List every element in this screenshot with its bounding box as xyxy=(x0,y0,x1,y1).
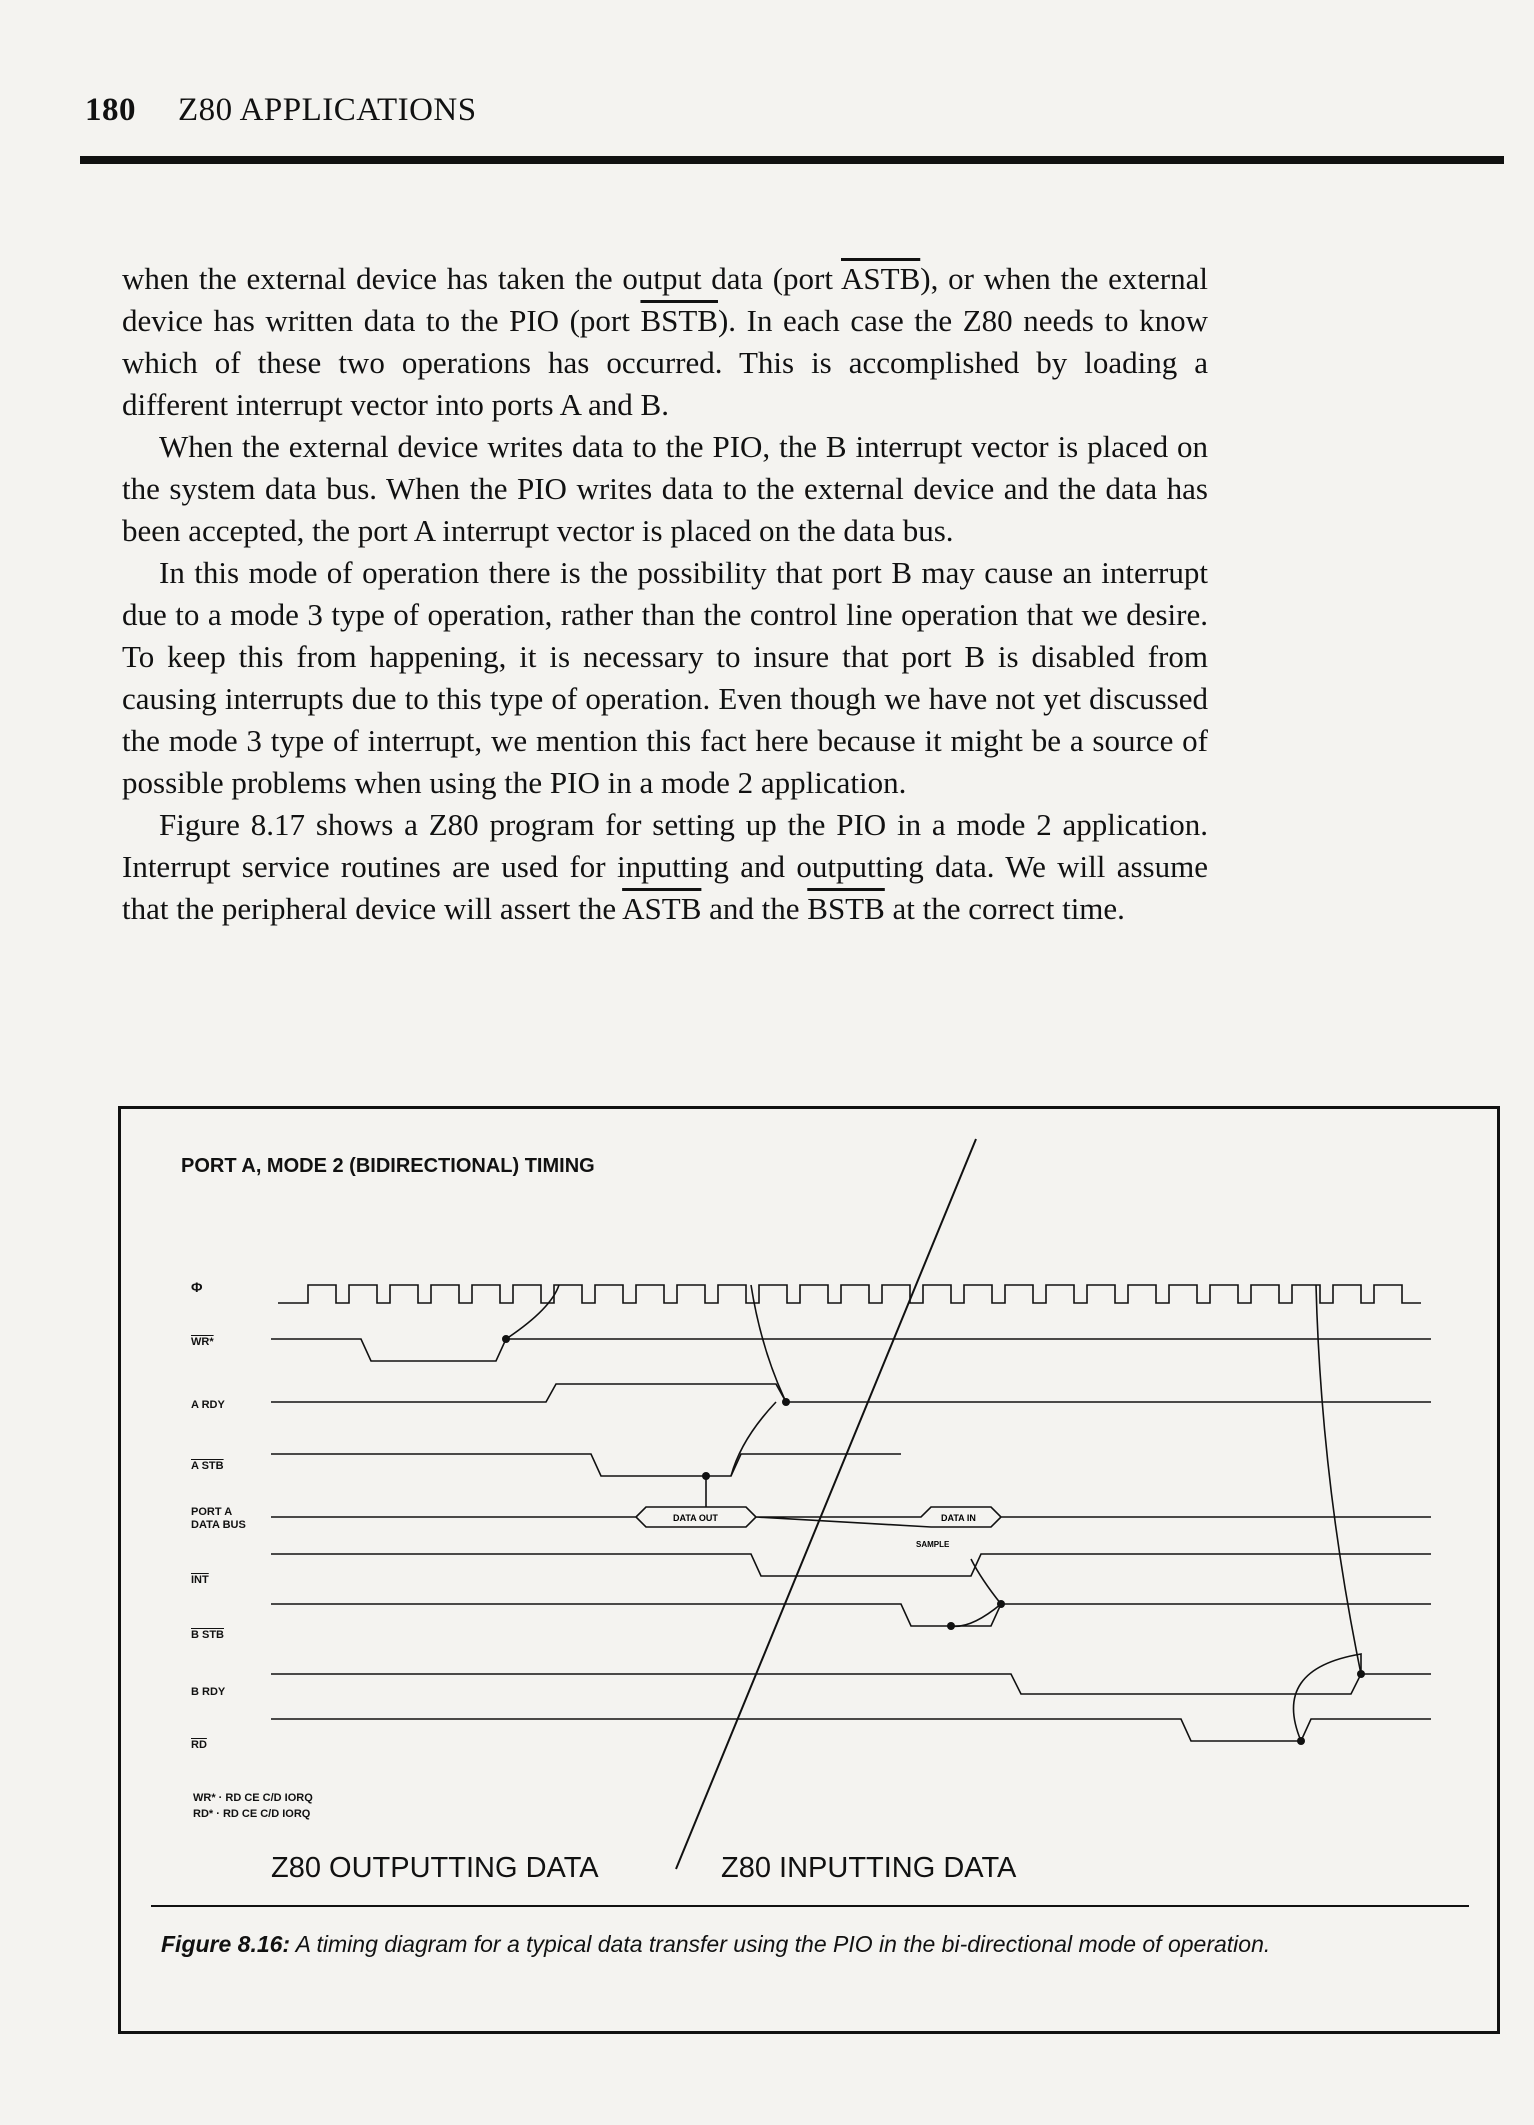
astb-waveform xyxy=(271,1454,901,1476)
ardy-waveform xyxy=(271,1384,1431,1402)
p1-astb: ASTB xyxy=(841,261,921,296)
legend-line-2: RD* · RD CE C/D IORQ xyxy=(193,1808,311,1820)
timing-diagram xyxy=(121,1109,1497,1899)
phi-label: Φ xyxy=(191,1279,203,1295)
caption-label: Figure 8.16: xyxy=(161,1931,291,1957)
brdy-label: B RDY xyxy=(191,1686,226,1698)
page-number: 180 xyxy=(85,92,136,128)
p4-astb: ASTB xyxy=(622,891,702,926)
header-rule xyxy=(80,156,1504,164)
causal-arrow-3 xyxy=(731,1402,776,1476)
p1-text-b: ), or when the external device has written data to the PIO (port xyxy=(122,261,1209,338)
phi-clock-waveform xyxy=(278,1285,1421,1303)
p1-bstb: BSTB xyxy=(640,303,718,338)
figure-caption xyxy=(161,1929,1471,1960)
data-in-label: DATA IN xyxy=(941,1513,976,1523)
p4-text-a: Figure 8.17 shows a Z80 program for setting up the PIO in a mode 2 application. Interrupt service routines are used for inputting and outputting data. We will assume that the peripheral device will assert the xyxy=(122,807,1208,926)
inputting-label: Z80 INPUTTING DATA xyxy=(721,1852,1017,1884)
body-text xyxy=(122,258,1208,930)
figure-title: PORT A, MODE 2 (BIDIRECTIONAL) TIMING xyxy=(181,1155,595,1177)
p1-text-c: ). In each case the Z80 needs to know which of these two operations has occurred. This is accomplished by loading a different interrupt vector into ports A and B. xyxy=(122,303,1208,422)
p4-text-b: and the xyxy=(701,891,808,926)
caption-text: A timing diagram for a typical data transfer using the PIO in the bi-directional mode of operation. xyxy=(290,1931,1271,1957)
page-header xyxy=(85,92,477,129)
causal-arrow-6 xyxy=(951,1604,1001,1626)
p1-text-a: when the external device has taken the output data (port xyxy=(122,261,841,296)
portbus-label-1: PORT A xyxy=(191,1506,233,1518)
outputting-label: Z80 OUTPUTTING DATA xyxy=(271,1852,599,1884)
astb-label: A STB xyxy=(191,1460,224,1472)
rd-waveform xyxy=(271,1719,1431,1741)
brdy-waveform xyxy=(271,1674,1431,1694)
paragraph-3: In this mode of operation there is the possibility that port B may cause an interrupt due to a mode 3 type of operation, rather than the control line operation that we desire. To keep this from happening, it is necessary to insure that port B is disabled from causing interrupts due to this type of operation. Even though we have not yet discussed the mode 3 type of interrupt, we mention this fact here because it might be a source of possible problems when using the PIO in a mode 2 application. xyxy=(122,555,1208,800)
wr-waveform xyxy=(271,1339,1431,1361)
causal-arrow-1 xyxy=(506,1285,559,1339)
p4-text-c: at the correct time. xyxy=(884,891,1125,926)
caption-rule xyxy=(151,1905,1469,1907)
data-out-label: DATA OUT xyxy=(673,1513,718,1523)
paragraph-4 xyxy=(122,804,1208,930)
int-label: $\overline{INT}$ xyxy=(191,1574,209,1586)
ardy-label: A RDY xyxy=(191,1399,225,1411)
divider-line xyxy=(676,1139,976,1869)
wr-label: WR* xyxy=(191,1336,214,1348)
portbus-waveform xyxy=(271,1507,1431,1527)
int-waveform xyxy=(271,1554,1431,1576)
running-title: Z80 APPLICATIONS xyxy=(178,92,477,128)
causal-arrow-8 xyxy=(1316,1285,1361,1674)
sample-label: SAMPLE xyxy=(916,1540,950,1549)
p4-bstb: BSTB xyxy=(807,891,885,926)
bstb-waveform xyxy=(271,1604,1431,1626)
bstb-label: B STB xyxy=(191,1629,224,1641)
figure-box xyxy=(118,1106,1500,2034)
causal-arrow-7 xyxy=(1294,1654,1362,1741)
legend-line-1: WR* · RD CE C/D IORQ xyxy=(193,1792,313,1804)
paragraph-1 xyxy=(122,258,1208,426)
paragraph-2: When the external device writes data to the PIO, the B interrupt vector is placed on the system data bus. When the PIO writes data to the external device and the data has been accepted, the port A interrupt vector is placed on the data bus. xyxy=(122,429,1208,548)
rd-label: $\overline{RD}$ xyxy=(191,1739,207,1751)
portbus-label-2: DATA BUS xyxy=(191,1519,246,1531)
